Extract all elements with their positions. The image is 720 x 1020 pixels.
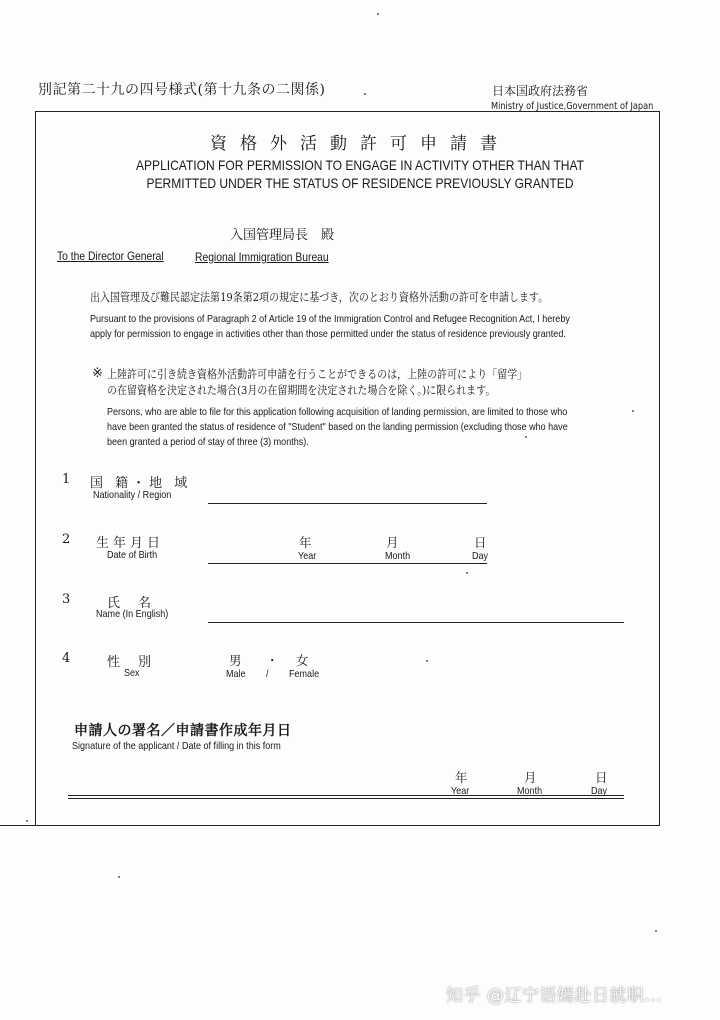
form-title-ja: 資格外活動許可申請書 bbox=[210, 134, 510, 154]
dob-month-label-en: Month bbox=[385, 550, 411, 562]
signature-field-double-line bbox=[68, 798, 624, 799]
form-title-en-line2: PERMITTED UNDER THE STATUS OF RESIDENCE PREVIOUSLY GRANTED bbox=[146, 175, 574, 191]
note-mark-icon: ※ bbox=[92, 366, 103, 381]
form-frame-bottom-line bbox=[0, 825, 660, 826]
nationality-label-ja: 国 籍・地 域 bbox=[90, 476, 192, 491]
field-number-2: 2 bbox=[62, 532, 71, 547]
addressee-ja: 入国管理局長 殿 bbox=[230, 228, 335, 243]
date-of-birth-field[interactable] bbox=[208, 563, 487, 564]
scan-speck bbox=[525, 436, 527, 438]
ministry-name-ja: 日本国政府法務省 bbox=[492, 84, 589, 98]
signature-label-ja: 申請人の署名／申請書作成年月日 bbox=[74, 723, 292, 739]
note-en-line2: have been granted the status of residence of "Student" based on the landing permission (excluding those who have bbox=[107, 421, 568, 433]
signature-day-label-en: Day bbox=[591, 785, 608, 797]
scan-speck bbox=[377, 13, 379, 15]
form-number: 別記第二十九の四号様式(第十九条の二関係) bbox=[38, 82, 326, 98]
name-field[interactable] bbox=[208, 622, 624, 623]
sex-label-en: Sex bbox=[124, 667, 140, 679]
sex-option-female-en[interactable]: Female bbox=[289, 668, 320, 680]
nationality-label-en: Nationality / Region bbox=[93, 489, 172, 501]
field-number-3: 3 bbox=[62, 592, 71, 607]
addressee-director-general: To the Director General bbox=[57, 249, 164, 263]
date-of-birth-label-en: Date of Birth bbox=[107, 549, 158, 561]
scan-speck bbox=[426, 660, 428, 662]
scan-speck bbox=[655, 930, 657, 932]
scan-speck bbox=[632, 410, 634, 412]
sex-separator-dot: ・ bbox=[266, 653, 279, 668]
sex-option-female-ja[interactable]: 女 bbox=[296, 653, 309, 668]
sex-option-male-ja[interactable]: 男 bbox=[229, 653, 242, 668]
dob-year-label-ja: 年 bbox=[299, 535, 312, 550]
name-label-ja: 氏名 bbox=[107, 596, 170, 611]
signature-year-label-ja: 年 bbox=[455, 770, 468, 785]
sex-option-male-en[interactable]: Male bbox=[226, 668, 246, 680]
ministry-name-en: Ministry of Justice,Government of Japan bbox=[491, 101, 654, 112]
scan-speck bbox=[118, 876, 120, 878]
note-en-line3: been granted a period of stay of three (3) months). bbox=[107, 436, 309, 448]
dob-day-label-ja: 日 bbox=[474, 535, 487, 550]
signature-field[interactable] bbox=[68, 795, 624, 796]
scan-speck bbox=[466, 572, 468, 574]
dob-year-label-en: Year bbox=[298, 550, 317, 562]
dob-day-label-en: Day bbox=[472, 550, 489, 562]
addressee-bureau: Regional Immigration Bureau bbox=[195, 250, 329, 264]
signature-label-en: Signature of the applicant / Date of filling in this form bbox=[72, 740, 281, 752]
paragraph-ja: 出入国管理及び難民認定法第19条第2項の規定に基づき，次のとおり資格外活動の許可を申請します。 bbox=[90, 290, 549, 304]
paragraph-en-line1: Pursuant to the provisions of Paragraph 2 of Article 19 of the Immigration Control and Refugee Recognition Act, I hereby bbox=[90, 313, 570, 325]
signature-year-label-en: Year bbox=[451, 785, 470, 797]
scan-speck bbox=[364, 93, 366, 95]
sex-label-ja: 性別 bbox=[107, 655, 170, 670]
field-number-4: 4 bbox=[62, 651, 71, 666]
note-ja-line2: の在留資格を決定された場合(3月の在留期間を決定された場合を除く。)に限られます。 bbox=[107, 383, 496, 397]
sex-separator-slash: / bbox=[266, 668, 269, 680]
signature-month-label-en: Month bbox=[517, 785, 543, 797]
dob-month-label-ja: 月 bbox=[386, 535, 399, 550]
nationality-field[interactable] bbox=[208, 503, 487, 504]
form-frame bbox=[35, 111, 660, 826]
paragraph-en-line2: apply for permission to engage in activities other than those permitted under the status of residence previously granted. bbox=[90, 328, 566, 340]
note-en-line1: Persons, who are able to file for this application following acquisition of landing permission, are limited to those who bbox=[107, 406, 568, 418]
form-title-en-line1: APPLICATION FOR PERMISSION TO ENGAGE IN ACTIVITY OTHER THAN THAT bbox=[135, 157, 585, 173]
watermark: 知乎 @辽宁语嫣赴日就职... bbox=[446, 986, 663, 1006]
note-ja-line1: 上陸許可に引き続き資格外活動許可申請を行うことができるのは，上陸の許可により「留学」 bbox=[107, 367, 528, 381]
name-label-en: Name (In English) bbox=[96, 608, 169, 620]
signature-month-label-ja: 月 bbox=[524, 770, 537, 785]
date-of-birth-label-ja: 生年月日 bbox=[96, 536, 165, 551]
signature-day-label-ja: 日 bbox=[595, 770, 608, 785]
scan-speck bbox=[26, 820, 28, 822]
field-number-1: 1 bbox=[62, 472, 71, 487]
